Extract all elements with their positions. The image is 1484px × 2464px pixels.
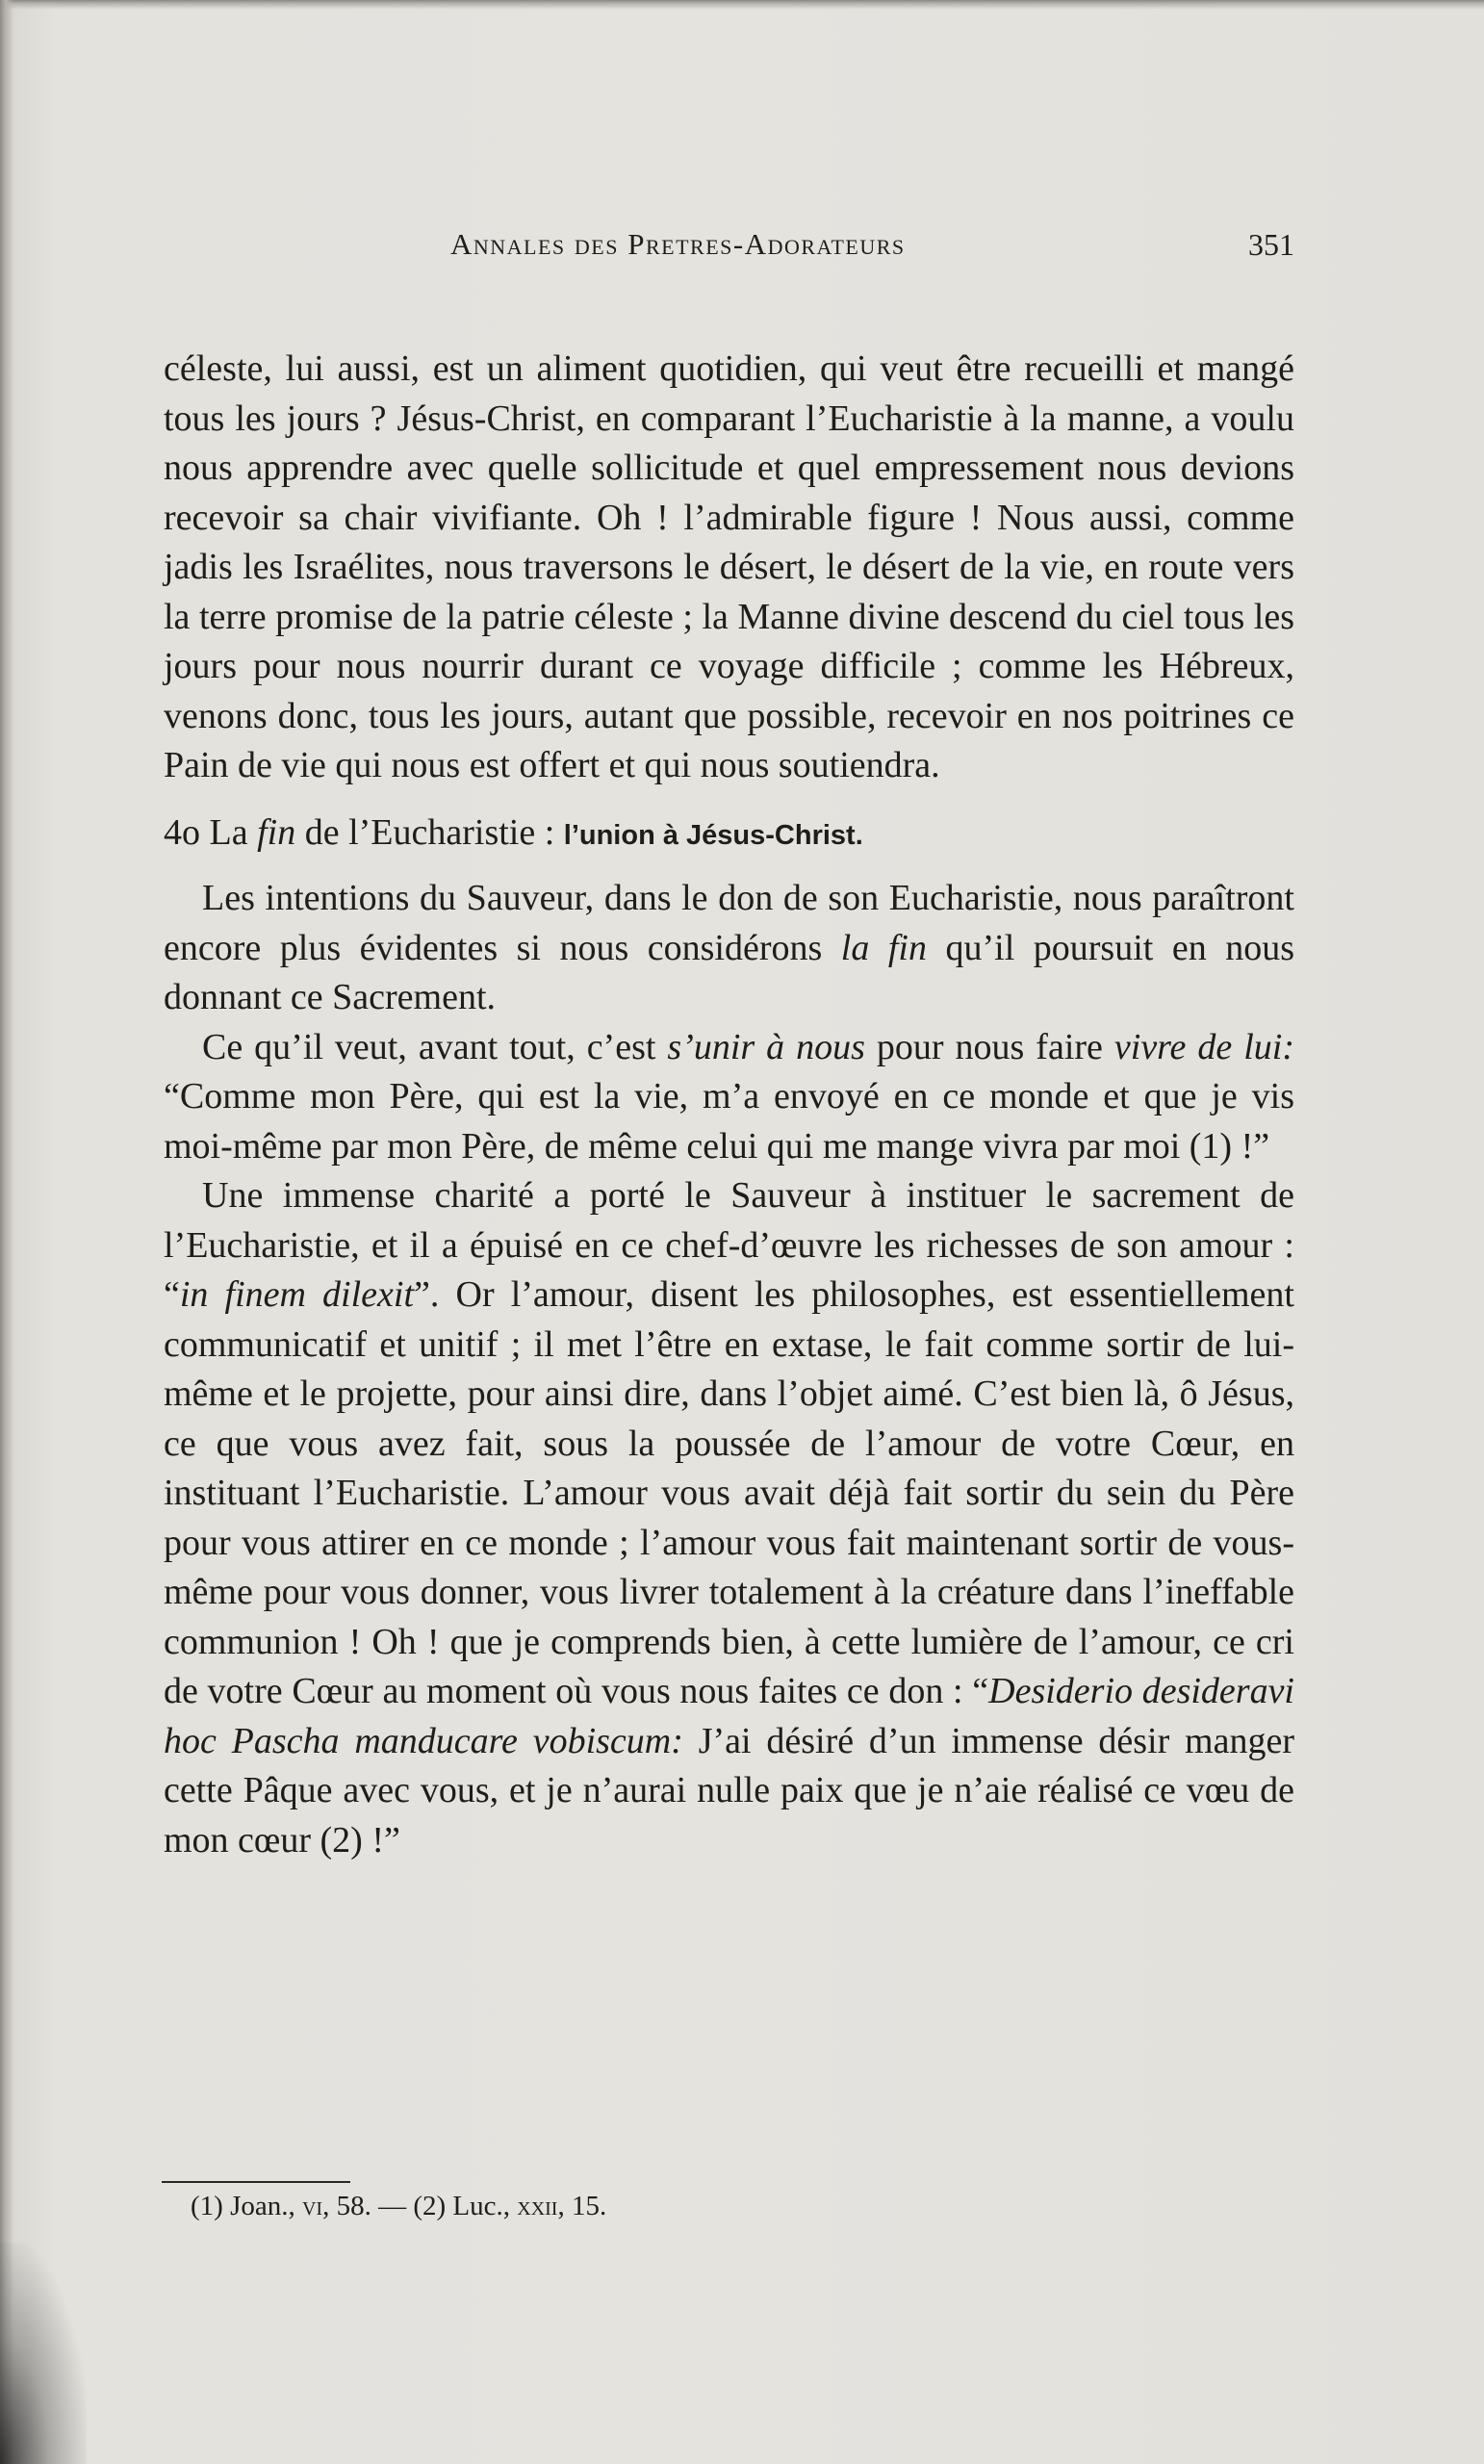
running-title: Annales des Pretres-Adorateurs [450, 227, 906, 261]
heading-prefix: 4o La [164, 811, 258, 853]
footnote-text: , 15. [557, 2191, 607, 2221]
footnote-text: , 58. — (2) Luc., [322, 2191, 518, 2221]
paragraph-union [164, 1023, 1294, 1172]
text-span: qu’il poursuit en nous donnant ce Sacrement. [164, 927, 1294, 1017]
footnote-roman: vi [301, 2191, 323, 2221]
page-corner-shadow [0, 2243, 87, 2464]
text-span: Les intentions du Sauveur, dans le don de son Eucharistie, nous paraîtront encore plus évidentes si nous considérons [164, 878, 1294, 968]
body-text [164, 345, 1294, 1865]
paragraph-manna: céleste, lui aussi, est un aliment quotidien, qui veut être recueilli et mangé tous les jours ? Jésus-Christ, en comparant l’Eucharistie à la manne, a voulu nous apprendre avec quelle sollicitude et quel empressement nous devions recevoir sa chair vivifiante. Oh ! l’admirable figure ! Nous aussi, comme jadis les Israélites, nous traversons le désert, le désert de la vie, en route vers la terre promise de la patrie céleste ; la Manne divine descend du ciel tous les jours pour nous nourrir durant ce voyage difficile ; comme les Hébreux, venons donc, tous les jours, autant que possible, recevoir en nos poitrines ce Pain de vie qui nous est offert et qui nous soutiendra. [164, 348, 1294, 785]
heading-middle: de l’Eucharistie : [295, 811, 564, 853]
section-heading [164, 808, 1294, 861]
footnote-divider [162, 2181, 350, 2183]
heading-fin: fin [257, 811, 296, 853]
text-span: pour nous faire [864, 1026, 1114, 1067]
paragraph-charity [164, 1171, 1294, 1865]
page-binding-shadow [0, 0, 13, 2464]
text-span: Ce qu’il veut, avant tout, c’est [202, 1026, 668, 1067]
footnotes [191, 2187, 606, 2225]
italic-span: la fin [840, 927, 927, 968]
page-top-edge [0, 0, 1484, 10]
text-span: J’ai désiré d’un immense désir manger cette Pâque avec vous, et je n’aurai nulle paix que je n’aie réalisé ce vœu de mon cœur (2) !” [164, 1720, 1294, 1861]
italic-span: s’unir à nous [667, 1026, 865, 1067]
footnote-text: (1) Joan., [191, 2191, 302, 2221]
italic-span: Desiderio desideravi hoc Pascha manducare vobiscum: [164, 1671, 1294, 1761]
page-number: 351 [1248, 227, 1294, 262]
text-span: ”. Or l’amour, disent les philosophes, est essentiellement communicatif et unitif ; il met l’être en extase, le fait comme sortir de lui-même et le projette, pour ainsi dire, dans l’objet aimé. C’est bien là, ô Jésus, ce que vous avez fait, sous la poussée de l’amour de votre Cœur, en instituant l’Eucharistie. L’amour vous avait déjà fait sortir du sein du Père pour vous attirer en ce monde ; l’amour vous fait maintenant sortir de vous-même pour vous donner, vous livrer totalement à la créature dans l’ineffable communion ! Oh ! que je comprends bien, à cette lumière de l’amour, ce cri de votre Cœur au moment où vous nous faites ce don : “ [164, 1274, 1294, 1711]
text-span: Une immense charité a porté le Sauveur à instituer le sacrement de l’Eucharistie, et il a épuisé en ce chef-d’œuvre les richesses de son amour : “ [164, 1175, 1294, 1315]
text-span: “Comme mon Père, qui est la vie, m’a envoyé en ce monde et que je vis moi-même par mon Père, de même celui qui me mange vivra par moi (1) !” [164, 1076, 1294, 1167]
paragraph-intentions [164, 874, 1294, 1023]
italic-span: in finem dilexit [179, 1274, 415, 1315]
footnote-roman: xxii [517, 2191, 558, 2221]
heading-bold: l’union à Jésus-Christ. [563, 819, 863, 851]
italic-span: vivre de lui: [1113, 1026, 1295, 1067]
page-header [164, 227, 1294, 275]
